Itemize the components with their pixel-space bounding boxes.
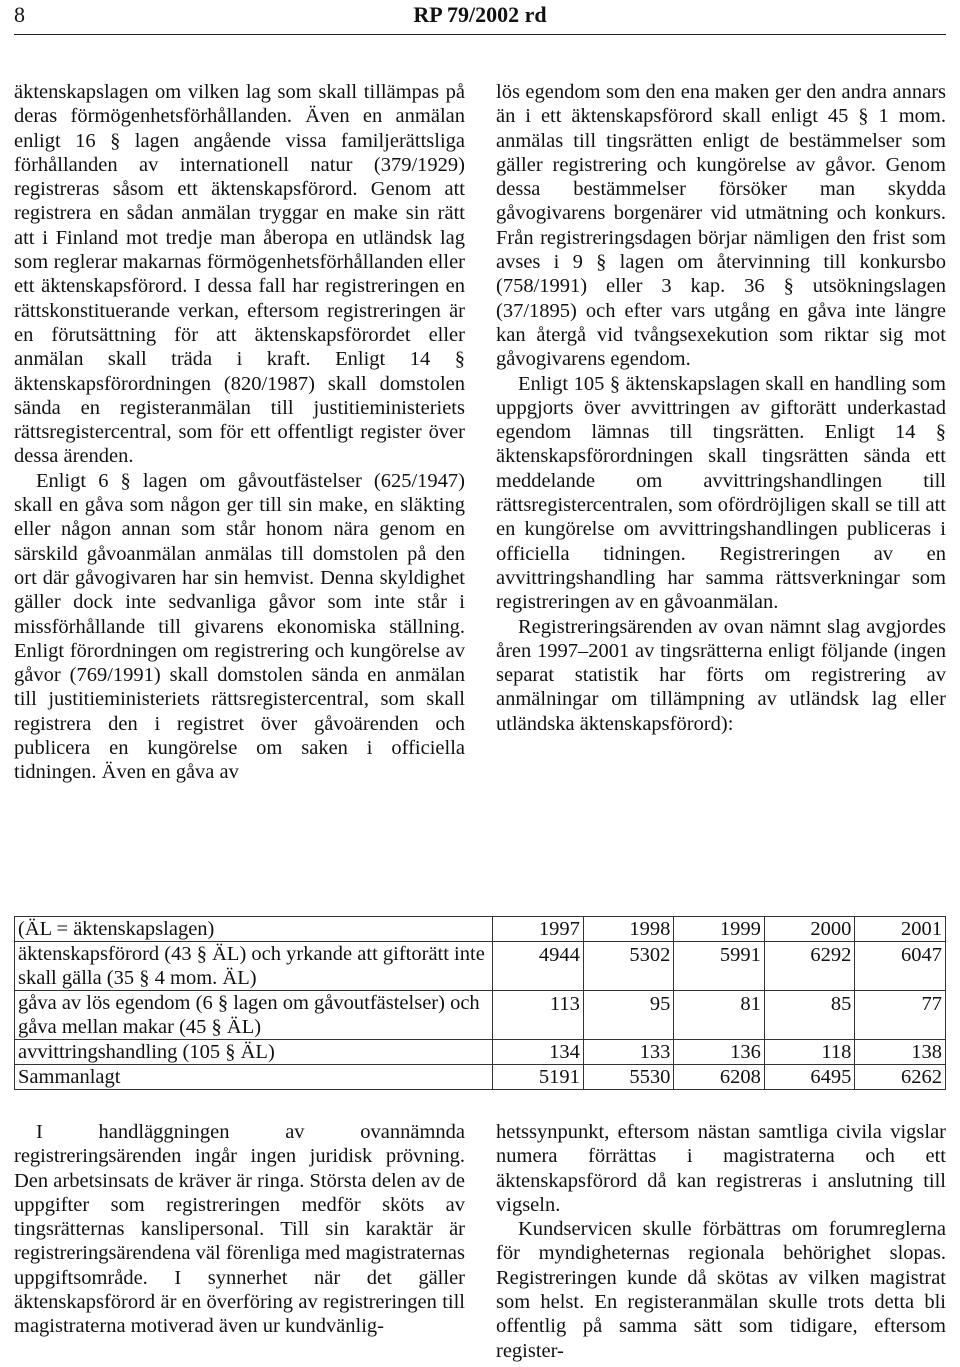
year-header: 2000 — [764, 917, 855, 942]
paragraph: I handläggningen av ovannämnda registreringsärenden ingår ingen juridisk prövning. Den arbetsinsats de kräver är ringa. Största delen av de uppgifter som registreringen medför sköts av tingsrätternas kanslipersonal. Till sin karaktär är registreringsärendena väl förenliga med magistraternas uppgiftsområde. I synnerhet när det gäller äktenskapsförord är en överföring av registreringen till magistraterna motiverad även ur kundvänlig- — [14, 1121, 465, 1338]
paragraph: hetssynpunkt, eftersom nästan samtliga civila vigslar numera förrättas i magistraterna och ett äktenskapsförord då kan registreras i anslutning till vigseln. — [496, 1121, 946, 1216]
table-cell: 81 — [674, 991, 765, 1040]
year-header: 1999 — [674, 917, 765, 942]
table-cell: 85 — [764, 991, 855, 1040]
year-header: 1998 — [583, 917, 674, 942]
table-cell: 4944 — [493, 942, 584, 991]
left-column-top — [14, 80, 465, 785]
left-column-bottom — [14, 1120, 465, 1339]
table-row — [15, 991, 946, 1040]
year-header: 2001 — [855, 917, 946, 942]
table-header-row — [15, 917, 946, 942]
table-cell: 138 — [855, 1040, 946, 1065]
table-cell: 6047 — [855, 942, 946, 991]
table-row — [15, 1040, 946, 1065]
table-total-row — [15, 1065, 946, 1090]
table-cell: 5991 — [674, 942, 765, 991]
row-label: gåva av lös egendom (6 § lagen om gåvoutfästelser) och gåva mellan makar (45 § ÄL) — [15, 991, 493, 1040]
paragraph: Kundservicen skulle förbättras om forumreglerna för myndigheternas regionala behörighet slopas. Registreringen kunde då skötas av vilken magistrat som helst. En registeranmälan skulle trots detta bli offentlig på samma sätt som tidigare, eftersom register- — [496, 1218, 946, 1362]
paragraph: lös egendom som den ena maken ger den andra annars än i ett äktenskapsförord skall enligt 45 § 1 mom. anmälas till tingsrätten enligt de bestämmelser som gäller registrering och kungörelse av gåvor. Genom dessa bestämmelser försöker man skydda gåvogivarens borgenärer vid utmätning och konkurs. Från registreringsdagen börjar nämligen den frist som avses i 9 § lagen om återvinning till konkursbo (758/1991) eller 3 kap. 36 § utsökningslagen (37/1895) och efter vars utgång en gåva inte längre kan återgå vid tvångsexekution som riktar sig mot gåvogivarens egendom. — [496, 81, 946, 371]
table-cell: 134 — [493, 1040, 584, 1065]
paragraph: Enligt 6 § lagen om gåvoutfästelser (625/1947) skall en gåva som någon ger till sin make, en släkting eller någon annan som står honom nära genom en särskild gåvoanmälan anmälas till domstolen på den ort där gåvogivaren har sin hemvist. Denna skyldighet gäller dock inte sedvanliga gåvor som inte står i missförhållande till givarens ekonomiska ställning. Enligt förordningen om registrering och kungörelse av gåvor (769/1991) skall domstolen sända en anmälan till justitieministeriets rättsregistercentral, som skall registrera den i registret över gåvoärenden och publicera en kungörelse om saken i officiella tidningen. Även en gåva av — [14, 469, 465, 784]
table-cell: 95 — [583, 991, 674, 1040]
table-cell: 118 — [764, 1040, 855, 1065]
table-row — [15, 942, 946, 991]
statistics-table — [14, 916, 946, 1090]
page-number: 8 — [14, 2, 25, 27]
paragraph: Registreringsärenden av ovan nämnt slag avgjordes åren 1997–2001 av tingsrätterna enligt följande (ingen separat statistik har förts om registrering av anmälningar om tillämpning av utländsk lag eller utländska äktenskapsförord): — [496, 615, 946, 735]
table-cell: 136 — [674, 1040, 765, 1065]
row-label: Sammanlagt — [15, 1065, 493, 1090]
row-label: äktenskapsförord (43 § ÄL) och yrkande att giftorätt inte skall gälla (35 § 4 mom. ÄL) — [15, 942, 493, 991]
paragraph: äktenskapslagen om vilken lag som skall tillämpas på deras förmögenhetsförhållanden. Även en anmälan enligt 16 § lagen angående vissa familjerättsliga förhållanden av internationell natur (379/1929) registreras såsom ett äktenskapsförord. Genom att registrera en sådan anmälan tryggar en make sin rätt att i Finland mot tredje man åberopa en utländsk lag som reglerar makarnas förmögenhetsförhållanden eller ett äktenskapsförord. I dessa fall har registreringen en rättskonstituerande verkan, eftersom registreringen är en förutsättning för att äktenskapsförordet eller anmälan skall träda i kraft. Enligt 14 § äktenskapsförordningen (820/1987) skall domstolen sända en registeranmälan till justitieministeriets rättsregistercentral, som för ett offentligt register över dessa ärenden. — [14, 81, 465, 468]
table-cell: 6292 — [764, 942, 855, 991]
paragraph: Enligt 105 § äktenskapslagen skall en handling som uppgjorts över avvittringen av giftorätt underkastad egendom lämnas till tingsrätten. Enligt 14 § äktenskapsförordningen skall tingsrätten sända ett meddelande om avvittringshandlingen till rättsregistercentralen, som ofördröjligen skall se till att en kungörelse om avvittringshandlingen publiceras i officiella tidningen. Registreringen av en avvittringshandling har samma rättsverkningar som registreringen av en gåvoanmälan. — [496, 372, 946, 614]
page-header — [14, 0, 946, 35]
table-cell: 133 — [583, 1040, 674, 1065]
table-cell: 113 — [493, 991, 584, 1040]
right-column-top — [496, 80, 946, 736]
year-header: 1997 — [493, 917, 584, 942]
table-cell: 6495 — [764, 1065, 855, 1090]
table-cell: 5530 — [583, 1065, 674, 1090]
table-cell: 77 — [855, 991, 946, 1040]
right-column-bottom — [496, 1120, 946, 1363]
table-cell: 5191 — [493, 1065, 584, 1090]
table-cell: 6262 — [855, 1065, 946, 1090]
table-header-label: (ÄL = äktenskapslagen) — [15, 917, 493, 942]
table-cell: 6208 — [674, 1065, 765, 1090]
table-cell: 5302 — [583, 942, 674, 991]
row-label: avvittringshandling (105 § ÄL) — [15, 1040, 493, 1065]
document-id: RP 79/2002 rd — [413, 2, 547, 27]
